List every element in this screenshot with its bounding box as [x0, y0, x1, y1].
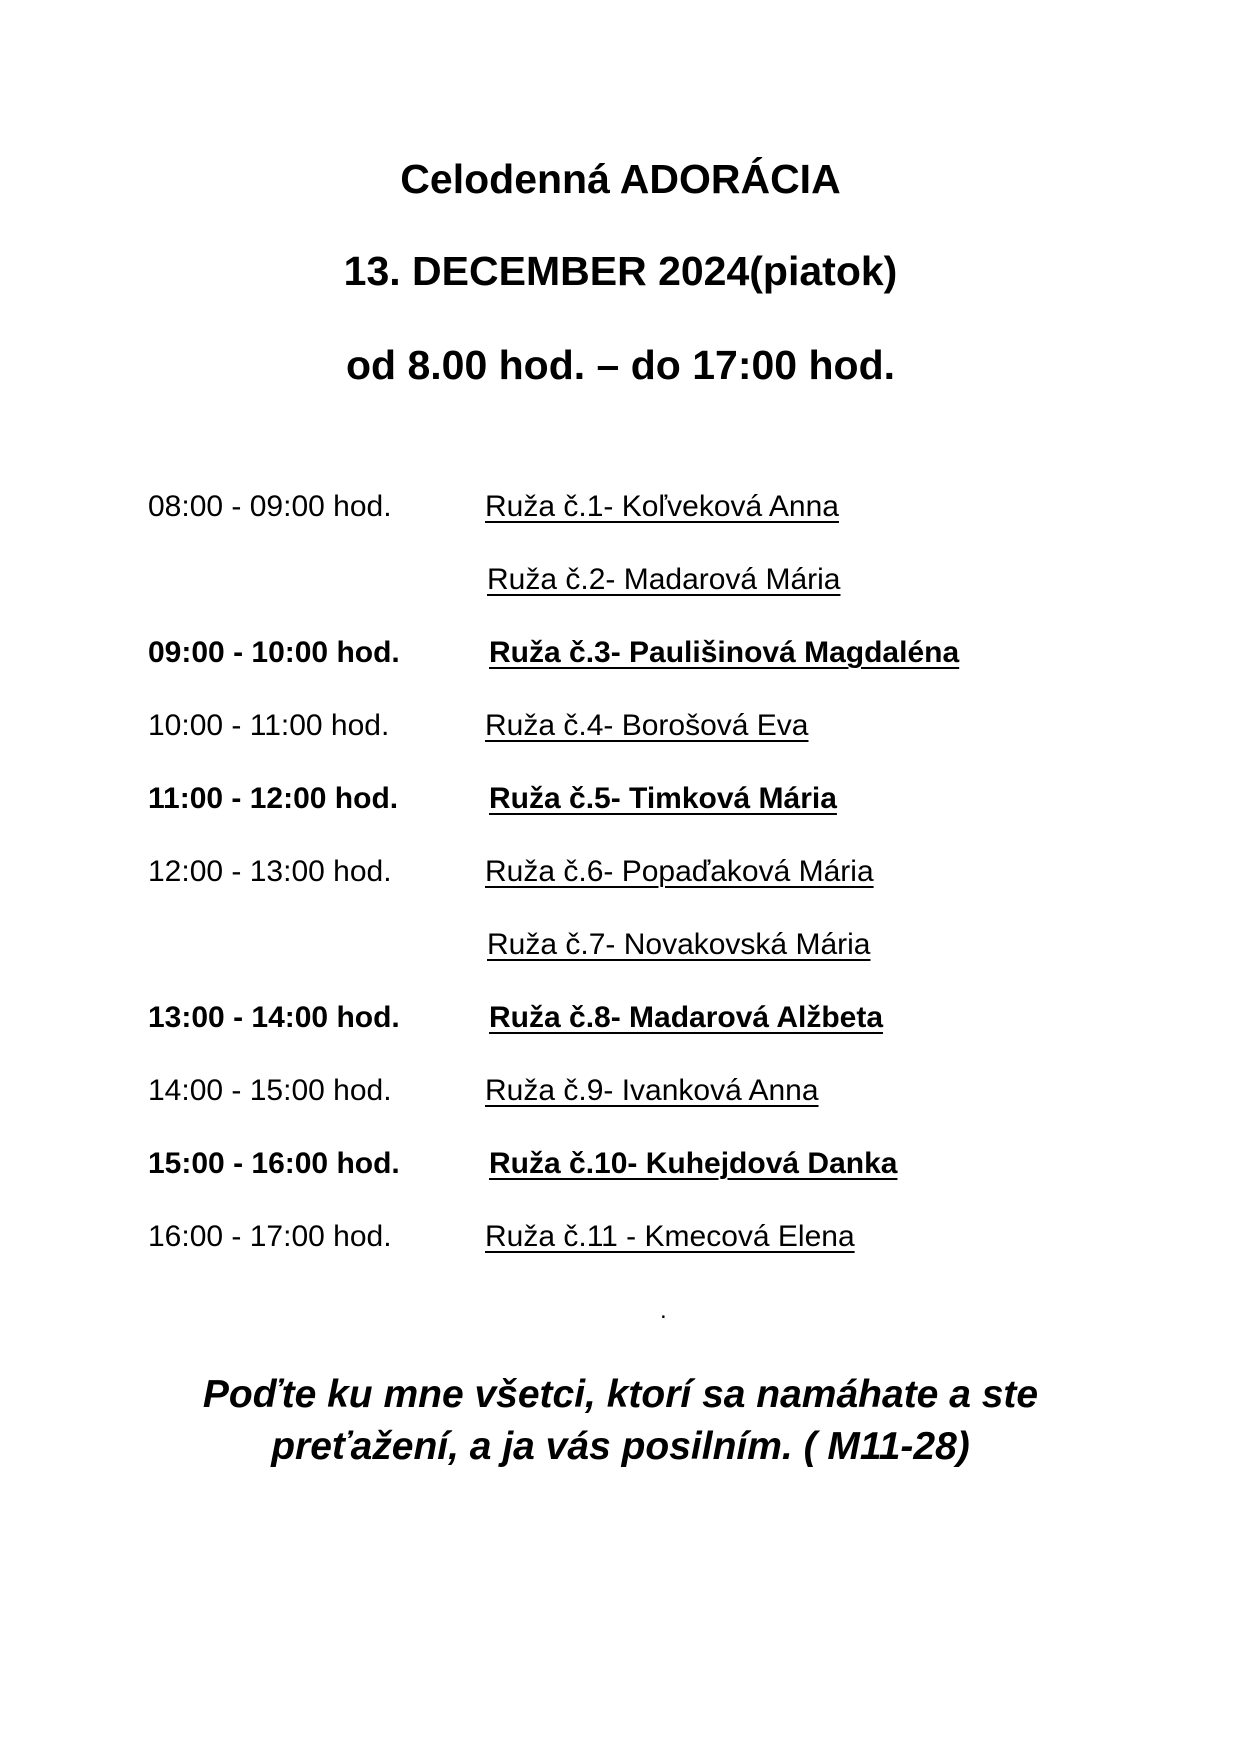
- schedule-time: 09:00 - 10:00 hod.: [148, 636, 400, 669]
- schedule-row: [0, 1071, 1241, 1111]
- schedule-row: [0, 1217, 1241, 1257]
- schedule-time: 08:00 - 09:00 hod.: [148, 490, 392, 523]
- event-date: 13. DECEMBER 2024(piatok): [343, 248, 898, 294]
- separator-dot: .: [660, 1297, 667, 1324]
- schedule-rosary-group: Ruža č.5- Timková Mária: [489, 782, 837, 815]
- schedule-time: 13:00 - 14:00 hod.: [148, 1001, 400, 1034]
- schedule-row: [0, 779, 1241, 819]
- schedule-rosary-group: Ruža č.7- Novakovská Mária: [487, 928, 871, 961]
- schedule-row: [0, 852, 1241, 892]
- schedule-rosary-group: Ruža č.6- Popaďaková Mária: [485, 855, 874, 888]
- schedule-rosary-group: Ruža č.1- Koľveková Anna: [485, 490, 839, 523]
- bible-quote-line-2: preťažení, a ja vás posilním. ( M11-28): [271, 1425, 970, 1468]
- schedule-time: 12:00 - 13:00 hod.: [148, 855, 392, 888]
- bible-quote-line-1: Poďte ku mne všetci, ktorí sa namáhate a ste: [202, 1373, 1039, 1416]
- schedule-rosary-group: Ruža č.9- Ivanková Anna: [485, 1074, 819, 1107]
- schedule-row: [0, 925, 1241, 965]
- schedule-time: 16:00 - 17:00 hod.: [148, 1220, 392, 1253]
- schedule-rosary-group: Ruža č.10- Kuhejdová Danka: [489, 1147, 898, 1180]
- schedule-time: 10:00 - 11:00 hod.: [148, 709, 390, 742]
- schedule-rosary-group: Ruža č.4- Borošová Eva: [485, 709, 809, 742]
- schedule-row: [0, 706, 1241, 746]
- schedule-time: 14:00 - 15:00 hod.: [148, 1074, 392, 1107]
- schedule-time: 15:00 - 16:00 hod.: [148, 1147, 400, 1180]
- schedule-row: [0, 487, 1241, 527]
- schedule-rosary-group: Ruža č.2- Madarová Mária: [487, 563, 841, 596]
- schedule-rosary-group: Ruža č.3- Paulišinová Magdaléna: [489, 636, 960, 669]
- schedule-row: [0, 560, 1241, 600]
- event-hours: od 8.00 hod. – do 17:00 hod.: [345, 342, 896, 388]
- schedule-rosary-group: Ruža č.11 - Kmecová Elena: [485, 1220, 855, 1253]
- schedule-row: [0, 998, 1241, 1038]
- page-title: Celodenná ADORÁCIA: [400, 156, 841, 202]
- schedule-row: [0, 1144, 1241, 1184]
- schedule-time: 11:00 - 12:00 hod.: [148, 782, 399, 815]
- schedule-rosary-group: Ruža č.8- Madarová Alžbeta: [489, 1001, 883, 1034]
- schedule-row: [0, 633, 1241, 673]
